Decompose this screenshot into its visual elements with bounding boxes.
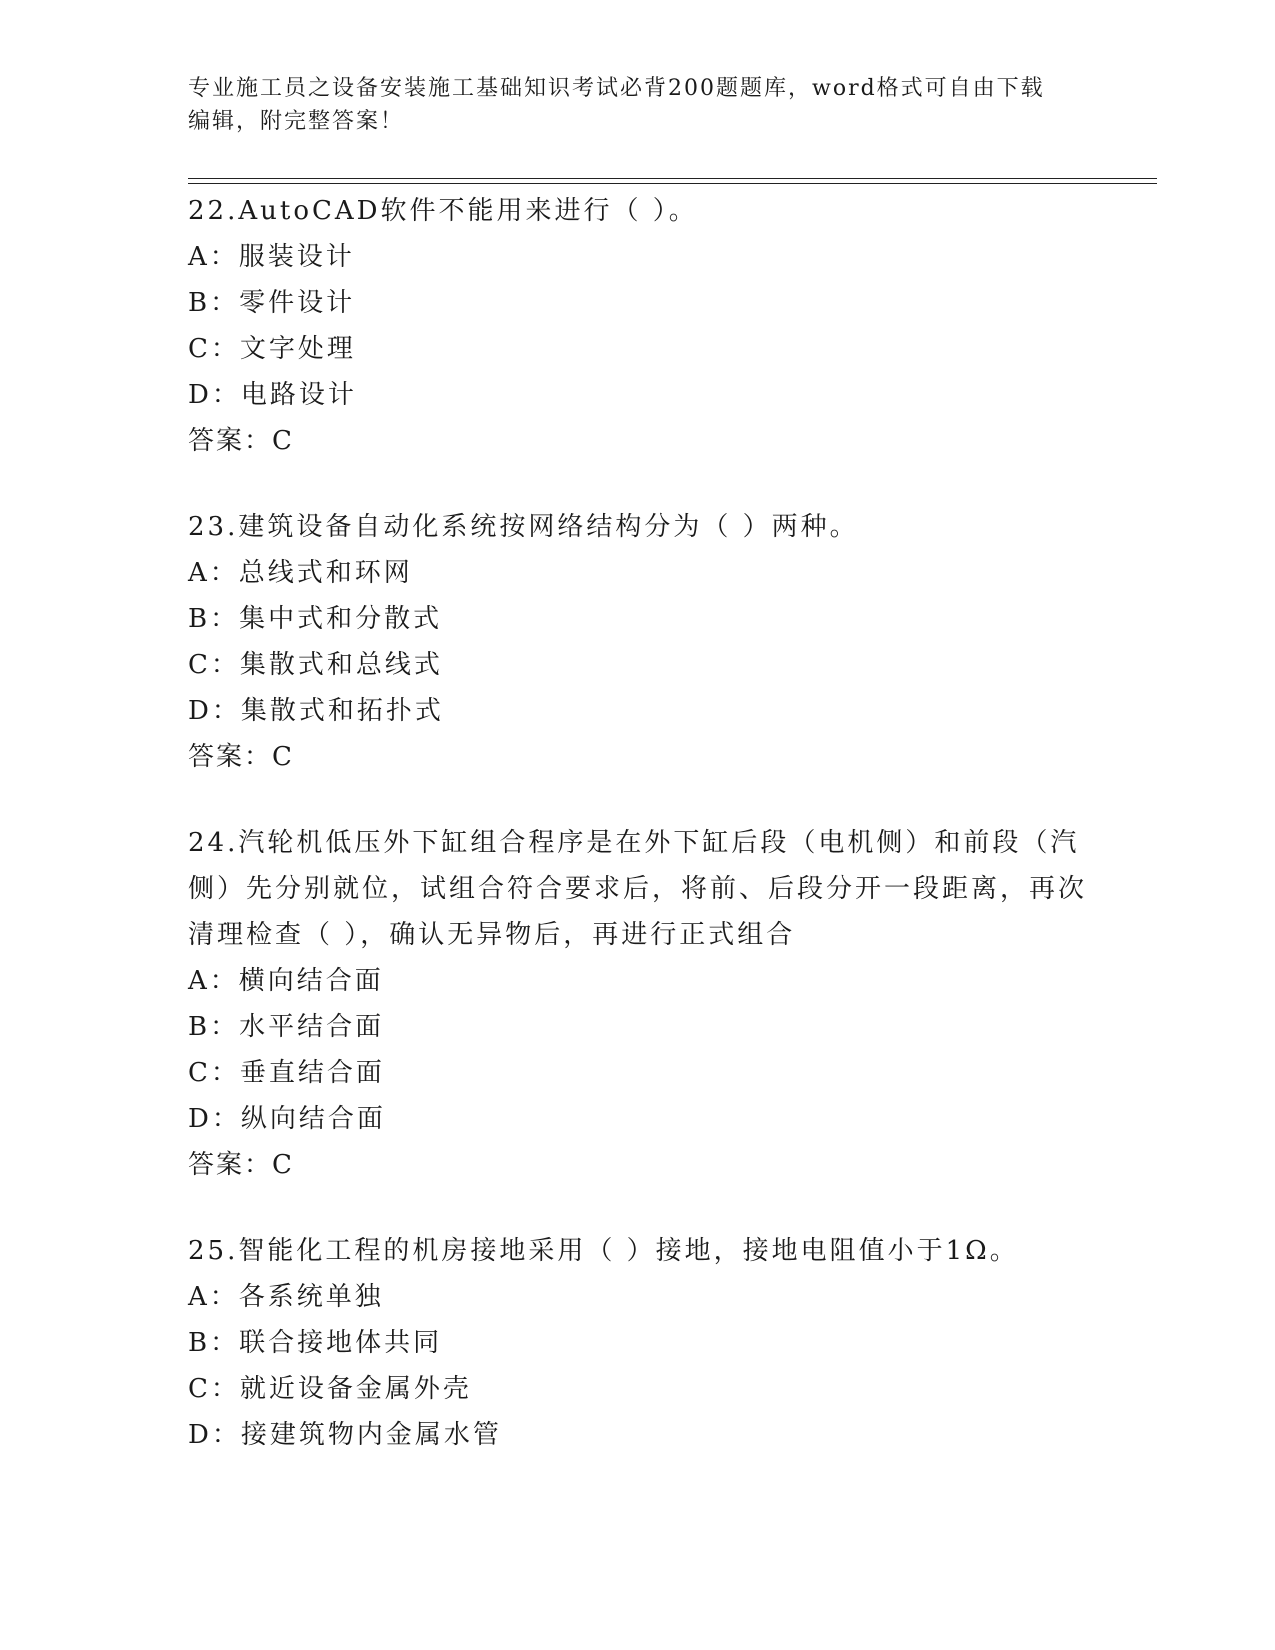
option-c: C：垂直结合面 xyxy=(188,1058,385,1088)
option-c: C：文字处理 xyxy=(188,334,356,364)
option-a: A：服装设计 xyxy=(188,242,355,272)
question-text: 22.AutoCAD软件不能用来进行（ ）。 xyxy=(188,196,698,226)
option-b: B：水平结合面 xyxy=(188,1012,385,1042)
header-divider-bottom xyxy=(188,183,1157,184)
option-d: D：接建筑物内金属水管 xyxy=(188,1420,502,1450)
option-d: D：电路设计 xyxy=(188,380,357,410)
header-line-1: 专业施工员之设备安装施工基础知识考试必背200题题库，word格式可自由下载 xyxy=(188,76,1045,101)
answer: 答案：C xyxy=(188,1150,294,1180)
option-a: A：各系统单独 xyxy=(188,1282,384,1312)
question-text: 23.建筑设备自动化系统按网络结构分为（ ）两种。 xyxy=(188,512,859,542)
answer: 答案：C xyxy=(188,426,294,456)
question-24 xyxy=(188,820,1088,1188)
question-list xyxy=(188,188,1088,1498)
option-a: A：总线式和环网 xyxy=(188,558,413,588)
document-header xyxy=(188,72,1088,138)
option-b: B：联合接地体共同 xyxy=(188,1328,443,1358)
question-23 xyxy=(188,504,1088,780)
option-d: D：纵向结合面 xyxy=(188,1104,386,1134)
option-d: D：集散式和拓扑式 xyxy=(188,696,444,726)
question-22 xyxy=(188,188,1088,464)
option-c: C：集散式和总线式 xyxy=(188,650,443,680)
option-c: C：就近设备金属外壳 xyxy=(188,1374,472,1404)
header-line-2: 编辑，附完整答案！ xyxy=(188,109,405,134)
header-divider-top xyxy=(188,178,1157,179)
answer: 答案：C xyxy=(188,742,294,772)
question-25 xyxy=(188,1228,1088,1458)
option-b: B：集中式和分散式 xyxy=(188,604,443,634)
option-b: B：零件设计 xyxy=(188,288,356,318)
option-a: A：横向结合面 xyxy=(188,966,384,996)
question-text: 24.汽轮机低压外下缸组合程序是在外下缸后段（电机侧）和前段（汽侧）先分别就位，试组合符合要求后，将前、后段分开一段距离，再次清理检查（ ），确认无异物后，再进行正式组合 xyxy=(188,828,1088,950)
question-text: 25.智能化工程的机房接地采用（ ）接地，接地电阻值小于1Ω。 xyxy=(188,1236,1019,1266)
